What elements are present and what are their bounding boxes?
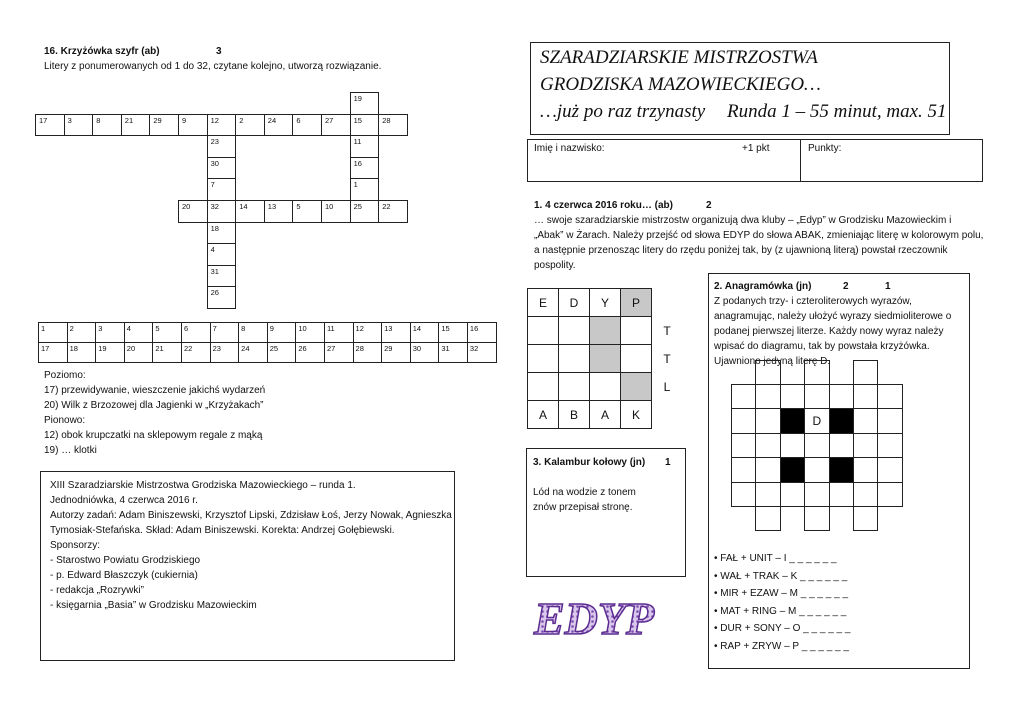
anagram-item: • MIR + EZAW – M _ _ _ _ _ _ — [714, 588, 849, 599]
answer-cell[interactable]: 10 — [296, 323, 325, 343]
crossword-cell[interactable] — [350, 135, 380, 158]
anagram-cell[interactable] — [731, 433, 756, 458]
cell-number: 20 — [182, 202, 191, 211]
ladder-cell[interactable]: K — [621, 401, 652, 429]
ladder-cell[interactable]: Y — [590, 289, 621, 317]
anagram-cell[interactable] — [755, 408, 780, 433]
crossword-cell[interactable] — [92, 114, 122, 137]
crossword-cell[interactable] — [378, 114, 408, 137]
header-line2: GRODZISKA MAZOWIECKIEGO… — [540, 74, 821, 95]
cell-number: 4 — [210, 245, 215, 255]
anagram-cell[interactable] — [804, 482, 829, 507]
anagram-cell[interactable] — [804, 457, 829, 482]
crossword-cell[interactable] — [350, 157, 380, 180]
ladder-cell[interactable] — [621, 317, 652, 345]
ladder-cell[interactable] — [559, 317, 590, 345]
colophon-line: - p. Edward Błaszczyk (cukiernia) — [50, 570, 198, 581]
cell-number: 27 — [325, 115, 334, 125]
task2-line: podanej pierwszej literze. Każdy nowy wyraz należy — [714, 326, 944, 337]
answer-cell[interactable]: 24 — [239, 343, 268, 363]
task1-title: 1. 4 czerwca 2016 roku… (ab) — [534, 200, 673, 211]
clue-line: 20) Wilk z Brzozowej dla Jagienki w „Krzyżakach” — [44, 400, 264, 411]
answer-cell[interactable]: 30 — [410, 343, 439, 363]
colophon-line: - księgarnia „Basia” w Grodzisku Mazowieckim — [50, 600, 257, 611]
answer-cell[interactable]: 32 — [467, 343, 496, 363]
answer-grid — [38, 322, 497, 363]
crossword-clues — [44, 368, 265, 458]
anagram-cell[interactable] — [780, 433, 805, 458]
crossword-cell[interactable] — [121, 114, 151, 137]
task2-title: 2. Anagramówka (jn) — [714, 281, 812, 292]
anagram-black-cell — [780, 457, 805, 482]
ladder-cell[interactable] — [528, 373, 559, 401]
crossword-cell[interactable] — [292, 200, 322, 223]
anagram-cell[interactable] — [780, 482, 805, 507]
bonus-label: +1 pkt — [742, 143, 770, 154]
crossword-cell[interactable] — [292, 114, 322, 137]
answer-cell[interactable]: 19 — [96, 343, 125, 363]
ladder-side-letter: T — [663, 351, 671, 366]
anagram-black-cell — [829, 457, 854, 482]
anagram-cell[interactable] — [853, 384, 878, 409]
crossword-cell[interactable] — [207, 265, 237, 288]
answer-cell[interactable]: 3 — [96, 323, 125, 343]
anagram-item: • WAŁ + TRAK – K _ _ _ _ _ _ — [714, 570, 848, 582]
ladder-side-letter: T — [663, 323, 671, 338]
cell-number: 30 — [210, 158, 219, 168]
crossword-cell[interactable] — [321, 200, 351, 223]
task2-line: Ujawniono jedyną literę D. — [714, 356, 831, 367]
cell-number: 6 — [296, 115, 301, 125]
cell-number: 15 — [353, 115, 362, 125]
task1-line: „Abak” w Żarach. Należy przejść od słowa EDYP do słowa ABAK, zmieniając literę w kolorowym polu, — [534, 230, 984, 241]
crossword-cell[interactable] — [35, 114, 65, 137]
crossword-cell[interactable] — [207, 135, 237, 158]
task3-box — [526, 448, 686, 577]
cell-number: 31 — [210, 266, 219, 276]
anagram-cell[interactable] — [853, 482, 878, 507]
crossword-cell[interactable] — [178, 200, 208, 223]
answer-cell[interactable]: 25 — [267, 343, 296, 363]
colophon-line: Sponsorzy: — [50, 540, 101, 551]
anagram-item: • FAŁ + UNIT – I _ _ _ _ _ _ — [714, 553, 837, 564]
answer-cell[interactable]: 29 — [382, 343, 411, 363]
cell-number: 19 — [353, 94, 362, 103]
cell-number: 28 — [382, 115, 391, 125]
task3-line: Lód na wodzie z tonem — [533, 487, 636, 498]
anagram-cell[interactable] — [731, 482, 756, 507]
cell-number: 29 — [153, 115, 162, 125]
cell-number: 12 — [210, 115, 219, 125]
ladder-cell[interactable] — [528, 317, 559, 345]
anagram-cell[interactable] — [755, 433, 780, 458]
cell-number: 25 — [353, 202, 362, 211]
crossword-cell[interactable] — [149, 114, 179, 137]
anagram-black-cell — [780, 408, 805, 433]
answer-cell[interactable]: 28 — [353, 343, 382, 363]
task2-line: Z podanych trzy- i czteroliterowych wyrazów, — [714, 296, 912, 307]
header-line1: SZARADZIARSKIE MISTRZOSTWA — [540, 47, 818, 68]
crossword-cell[interactable] — [350, 114, 380, 137]
cell-number: 22 — [382, 202, 391, 211]
cell-number: 16 — [353, 158, 362, 168]
anagram-cell[interactable] — [877, 433, 902, 458]
anagram-cell[interactable] — [731, 408, 756, 433]
cell-number: 3 — [67, 115, 72, 125]
crossword-cell[interactable] — [321, 114, 351, 137]
task2-text — [714, 294, 969, 369]
crossword-cell[interactable] — [64, 114, 94, 137]
anagram-cell[interactable] — [877, 408, 902, 433]
anagram-cell[interactable] — [853, 457, 878, 482]
answer-cell[interactable]: 14 — [410, 323, 439, 343]
anagram-item: • RAP + ZRYW – P _ _ _ _ _ _ — [714, 640, 849, 652]
task2-line: wpisać do diagramu, tak by powstała krzyżówka. — [714, 341, 930, 352]
anagram-cell[interactable] — [877, 457, 902, 482]
anagram-cell[interactable] — [731, 384, 756, 409]
crossword-cell[interactable] — [235, 114, 265, 137]
anagram-cell[interactable] — [804, 506, 829, 531]
anagram-cell[interactable] — [755, 360, 780, 385]
answer-cell[interactable]: 18 — [67, 343, 96, 363]
cell-number: 21 — [124, 115, 134, 125]
clue-line: 19) … klotki — [44, 445, 97, 456]
task1-points: 2 — [706, 200, 712, 211]
header-box — [530, 42, 950, 135]
points-label: Punkty: — [808, 143, 842, 154]
answer-cell[interactable]: 23 — [210, 343, 239, 363]
crossword-cell[interactable] — [264, 114, 294, 137]
ladder-cell[interactable]: D — [559, 289, 590, 317]
ladder-cell[interactable] — [621, 373, 652, 401]
task1-line: pospolity. — [534, 260, 576, 271]
anagram-item: • DUR + SONY – O _ _ _ _ _ _ — [714, 623, 851, 634]
task3-text — [533, 485, 636, 515]
task2-points: 2 — [843, 281, 849, 292]
task3-points: 1 — [665, 457, 671, 468]
ladder-cell[interactable]: E — [528, 289, 559, 317]
anagram-cell[interactable] — [755, 482, 780, 507]
cell-number: 26 — [210, 288, 219, 298]
ladder-cell[interactable] — [528, 345, 559, 373]
task3-line: znów przepisał stronę. — [533, 502, 633, 513]
task2-bonus: 1 — [885, 281, 891, 292]
crossword-cell[interactable] — [235, 200, 265, 223]
anagram-cell[interactable]: D — [804, 408, 829, 433]
cell-number: 24 — [267, 115, 277, 125]
header-line3: …już po raz trzynasty — [540, 101, 706, 122]
anagram-cell[interactable] — [853, 506, 878, 531]
anagram-cell[interactable] — [731, 457, 756, 482]
answer-cell[interactable]: 6 — [181, 323, 210, 343]
answer-cell[interactable]: 7 — [210, 323, 239, 343]
colophon-line: Jednodniówka, 4 czerwca 2016 r. — [50, 495, 198, 506]
cell-number: 8 — [96, 115, 101, 125]
ladder-cell[interactable]: A — [528, 401, 559, 429]
anagram-cell[interactable] — [780, 384, 805, 409]
crossword-cell[interactable] — [178, 114, 208, 137]
cell-number: 5 — [296, 202, 301, 211]
anagram-cell[interactable] — [877, 384, 902, 409]
ladder-cell[interactable]: B — [559, 401, 590, 429]
task3-title: 3. Kalambur kołowy (jn) — [533, 457, 646, 468]
crossword-points: 3 — [216, 46, 222, 57]
cell-number: 14 — [239, 202, 248, 211]
anagram-cell[interactable] — [853, 433, 878, 458]
answer-cell[interactable]: 22 — [181, 343, 210, 363]
answer-cell[interactable]: 31 — [439, 343, 468, 363]
entry-box — [527, 139, 983, 182]
edyp-grid — [527, 288, 683, 429]
ladder-cell[interactable] — [590, 317, 621, 345]
crossword-grid — [35, 92, 405, 308]
anagram-cell[interactable] — [804, 384, 829, 409]
colophon-line: - redakcja „Rozrywki” — [50, 585, 144, 596]
cell-number: 7 — [210, 180, 215, 190]
ladder-side-letter: L — [663, 379, 671, 394]
answer-cell[interactable]: 13 — [382, 323, 411, 343]
crossword-cell[interactable] — [264, 200, 294, 223]
crossword-cell[interactable] — [207, 243, 237, 266]
answer-cell[interactable]: 16 — [467, 323, 496, 343]
answer-cell[interactable]: 1 — [39, 323, 68, 343]
cell-number: 11 — [353, 137, 362, 147]
crossword-cell[interactable] — [207, 286, 237, 309]
answer-cell[interactable]: 20 — [124, 343, 153, 363]
anagram-cell[interactable] — [804, 433, 829, 458]
answer-cell[interactable]: 2 — [67, 323, 96, 343]
ladder-cell[interactable] — [559, 373, 590, 401]
anagram-cell[interactable] — [829, 482, 854, 507]
crossword-instruction: Litery z ponumerowanych od 1 do 32, czytane kolejno, utworzą rozwiązanie. — [44, 61, 382, 72]
anagram-black-cell — [829, 408, 854, 433]
colophon-line: XIII Szaradziarskie Mistrzostwa Grodziska Mazowieckiego – runda 1. — [50, 480, 356, 491]
ladder-side-letter — [652, 289, 683, 317]
task2-items — [714, 550, 850, 655]
ladder-side-letter — [652, 401, 683, 429]
anagram-cell[interactable] — [755, 506, 780, 531]
answer-cell[interactable]: 12 — [353, 323, 382, 343]
ladder-cell[interactable] — [559, 345, 590, 373]
cell-number: 1 — [353, 180, 358, 190]
colophon-line: Tymosiak-Stefańska. Skład: Adam Biniszewski. Korekta: Andrzej Gołębiewski. — [50, 525, 395, 536]
anagram-item: • MAT + RING – M _ _ _ _ _ _ — [714, 605, 847, 617]
cell-number: 13 — [267, 202, 277, 211]
cell-number: 32 — [210, 202, 219, 211]
task1-line: a następnie przenosząc litery do rzędu poniżej tak, by (z ujawnioną literą) powstał rzeczownik — [534, 245, 948, 256]
anagram-cell[interactable] — [853, 408, 878, 433]
cell-number: 17 — [39, 115, 48, 125]
answer-cell[interactable]: 26 — [296, 343, 325, 363]
svg-text:EDYP: EDYP — [534, 594, 655, 644]
answer-cell[interactable]: 4 — [124, 323, 153, 343]
answer-cell[interactable]: 5 — [153, 323, 182, 343]
task1-line: … swoje szaradziarskie mistrzostw organizują dwa kluby – „Edyp” w Grodzisku Mazowieckim i — [534, 215, 952, 226]
answer-cell[interactable]: 8 — [239, 323, 268, 343]
anagram-cell[interactable] — [829, 433, 854, 458]
colophon-box — [40, 471, 455, 661]
anagram-cell[interactable] — [804, 360, 829, 385]
ladder-cell[interactable] — [590, 345, 621, 373]
clue-line: 17) przewidywanie, wieszczenie jakichś wydarzeń — [44, 385, 266, 396]
answer-cell[interactable]: 27 — [324, 343, 353, 363]
crossword-cell[interactable] — [207, 114, 237, 137]
task1-text — [534, 213, 994, 273]
crossword-cell[interactable] — [207, 157, 237, 180]
cell-number: 10 — [325, 202, 334, 211]
anagram-cell[interactable] — [853, 360, 878, 385]
ladder-cell[interactable] — [621, 345, 652, 373]
answer-cell[interactable]: 9 — [267, 323, 296, 343]
anagram-cell[interactable] — [829, 384, 854, 409]
header-round: Runda 1 – 55 minut, max. 51 — [727, 101, 947, 122]
anagram-cell[interactable] — [755, 457, 780, 482]
ladder-cell[interactable] — [590, 373, 621, 401]
answer-cell[interactable]: 11 — [324, 323, 353, 343]
crossword-cell[interactable] — [207, 178, 237, 201]
crossword-cell[interactable] — [350, 92, 380, 115]
cell-number: 2 — [239, 115, 244, 125]
crossword-cell[interactable] — [207, 222, 237, 245]
ladder-cell[interactable]: A — [590, 401, 621, 429]
anagram-cell[interactable] — [877, 482, 902, 507]
colophon-line: Autorzy zadań: Adam Biniszewski, Krzysztof Lipski, Zdzisław Łoś, Jerzy Nowak, Agnieszka — [50, 510, 452, 521]
clue-line: 12) obok krupczatki na sklepowym regale z mąką — [44, 430, 263, 441]
edyp-logo — [530, 594, 670, 649]
task2-box — [708, 273, 970, 669]
cell-number: 23 — [210, 137, 219, 147]
answer-cell[interactable]: 17 — [39, 343, 68, 363]
anagram-grid — [731, 384, 906, 534]
crossword-title: 16. Krzyżówka szyfr (ab) — [44, 46, 160, 57]
crossword-cell[interactable] — [350, 200, 380, 223]
cell-number: 9 — [182, 115, 187, 125]
answer-cell[interactable]: 21 — [153, 343, 182, 363]
cell-number: 18 — [210, 223, 219, 233]
name-label: Imię i nazwisko: — [534, 143, 605, 154]
clue-line: Pionowo: — [44, 415, 86, 426]
crossword-cell[interactable] — [350, 178, 380, 201]
clue-line: Poziomo: — [44, 370, 86, 381]
task2-line: anagramując, należy ułożyć wyrazy siedmioliterowe o — [714, 311, 952, 322]
colophon-line: - Starostwo Powiatu Grodziskiego — [50, 555, 201, 566]
crossword-cell[interactable] — [378, 200, 408, 223]
answer-cell[interactable]: 15 — [439, 323, 468, 343]
crossword-cell[interactable] — [207, 200, 237, 223]
ladder-cell[interactable]: P — [621, 289, 652, 317]
anagram-cell[interactable] — [755, 384, 780, 409]
